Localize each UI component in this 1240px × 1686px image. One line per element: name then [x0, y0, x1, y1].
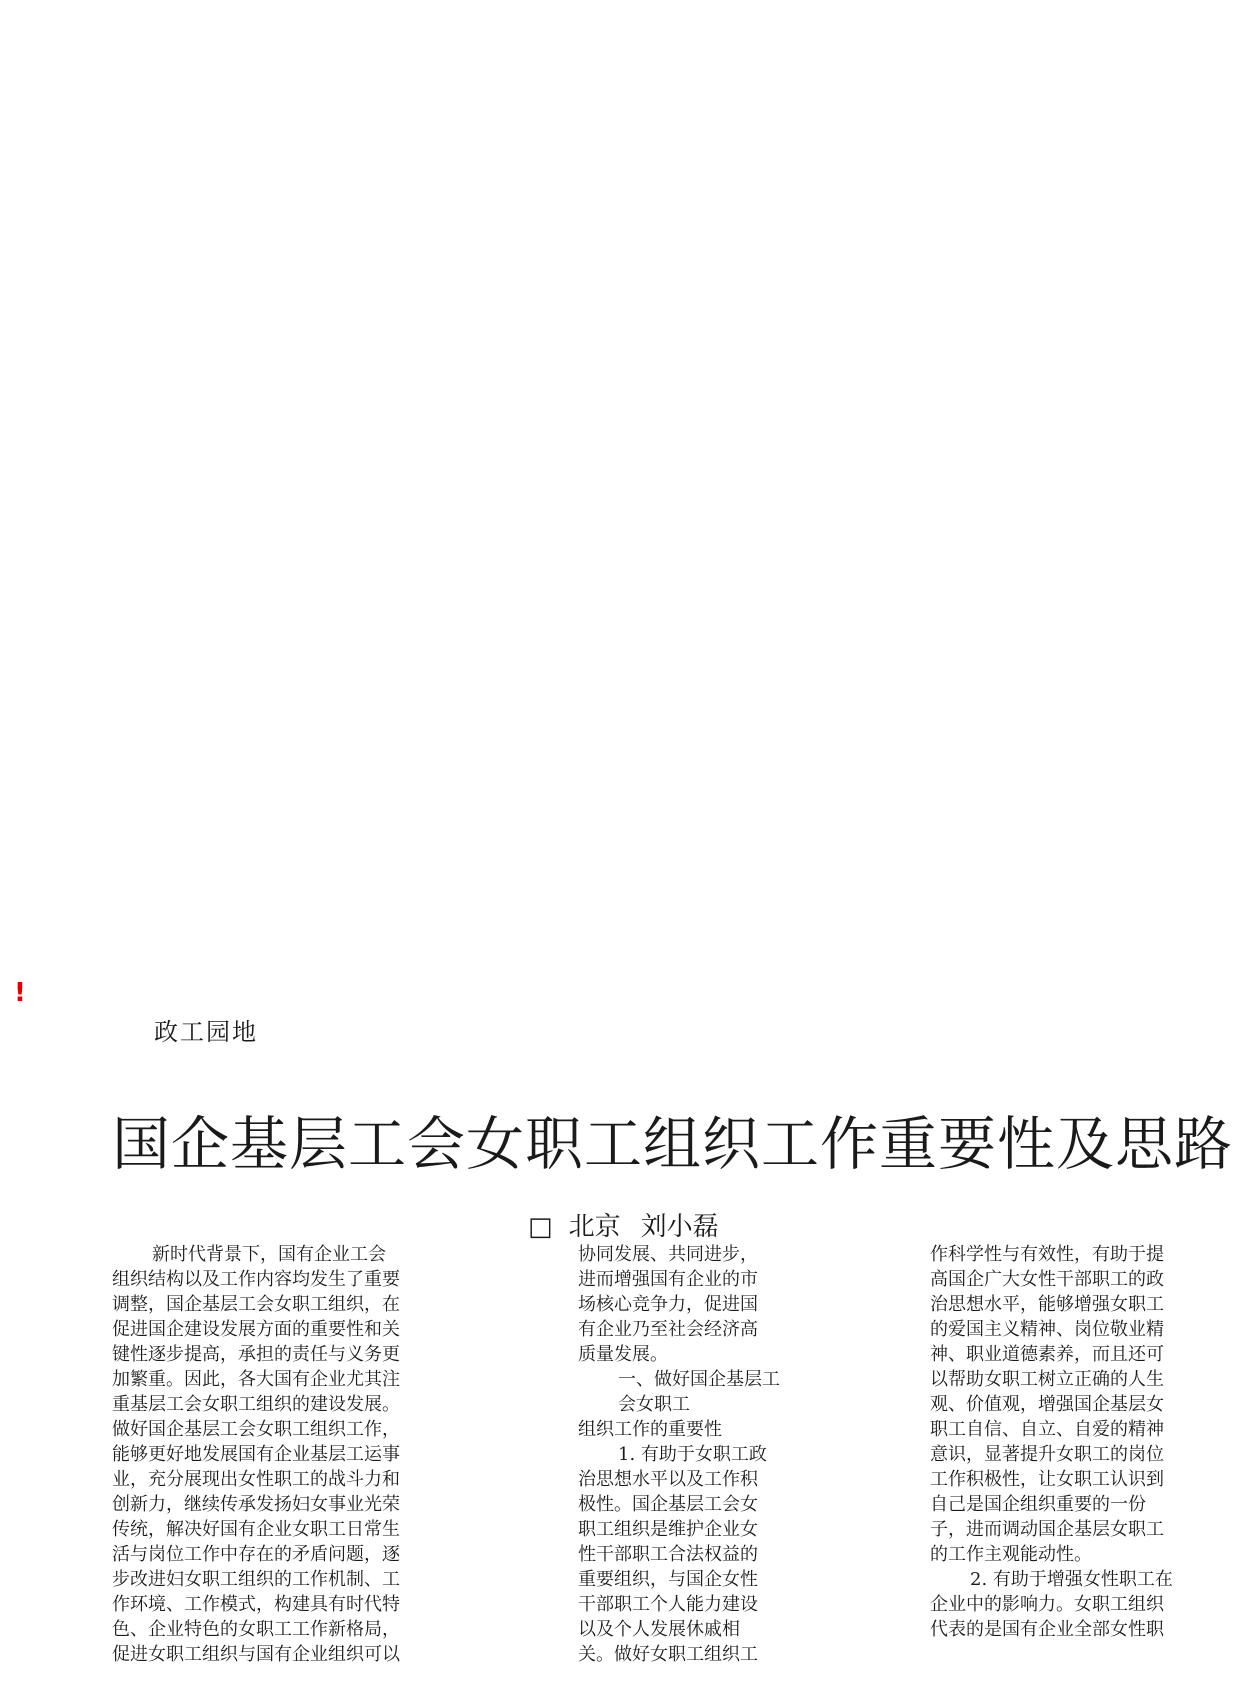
text-line: 重基层工会女职工组织的建设发展。: [112, 1394, 400, 1415]
article-title: 国企基层工会女职工组织工作重要性及思路: [112, 1110, 1234, 1178]
text-line: 新时代背景下，国有企业工会: [152, 1244, 386, 1265]
text-line: 活与岗位工作中存在的矛盾问题，逐: [112, 1544, 400, 1565]
text-line: 作科学性与有效性，有助于提: [930, 1244, 1164, 1265]
text-line: 治思想水平以及工作积: [578, 1469, 758, 1490]
text-line: 质量发展。: [578, 1344, 668, 1365]
column-right: [930, 1242, 1173, 1642]
text-line: 性干部职工合法权益的: [578, 1544, 758, 1565]
column-middle: [578, 1242, 780, 1667]
text-line: 做好国企基层工会女职工组织工作，: [112, 1419, 400, 1440]
text-line: 职工组织是维护企业女: [578, 1519, 758, 1540]
section-label: 政工园地: [154, 1018, 258, 1046]
text-line: 神、职业道德素养，而且还可: [930, 1344, 1164, 1365]
warning-mark: !: [14, 978, 26, 1008]
text-line: 高国企广大女性干部职工的政: [930, 1269, 1164, 1290]
text-line: 作环境、工作模式，构建具有时代特: [112, 1594, 400, 1615]
text-line: 企业中的影响力。女职工组织: [930, 1594, 1164, 1615]
text-line: 色、企业特色的女职工工作新格局，: [112, 1619, 400, 1640]
section-heading: 会女职工: [618, 1394, 690, 1415]
byline: [528, 1206, 719, 1243]
section-heading: 组织工作的重要性: [578, 1419, 722, 1440]
text-line: 业，充分展现出女性职工的战斗力和: [112, 1469, 400, 1490]
text-line: 促进女职工组织与国有企业组织可以: [112, 1644, 400, 1665]
text-line: 重要组织，与国企女性: [578, 1569, 758, 1590]
text-line: 键性逐步提高，承担的责任与义务更: [112, 1344, 400, 1365]
text-line: 进而增强国有企业的市: [578, 1269, 758, 1290]
text-line: 意识，显著提升女职工的岗位: [930, 1444, 1164, 1465]
text-line: 职工自信、自立、自爱的精神: [930, 1419, 1164, 1440]
text-line: 2. 有助于增强女性职工在: [970, 1569, 1173, 1590]
text-line: 治思想水平，能够增强女职工: [930, 1294, 1164, 1315]
text-line: 协同发展、共同进步，: [578, 1244, 758, 1265]
text-line: 传统，解决好国有企业女职工日常生: [112, 1519, 400, 1540]
text-line: 促进国企建设发展方面的重要性和关: [112, 1319, 400, 1340]
text-line: 加繁重。因此，各大国有企业尤其注: [112, 1369, 400, 1390]
text-line: 工作积极性，让女职工认识到: [930, 1469, 1164, 1490]
text-line: 的爱国主义精神、岗位敬业精: [930, 1319, 1164, 1340]
text-line: 步改进妇女职工组织的工作机制、工: [112, 1569, 400, 1590]
text-line: 调整，国企基层工会女职工组织，在: [112, 1294, 400, 1315]
text-line: 场核心竞争力，促进国: [578, 1294, 758, 1315]
text-line: 自己是国企组织重要的一份: [930, 1494, 1146, 1515]
text-line: 1. 有助于女职工政: [618, 1444, 767, 1465]
text-line: 代表的是国有企业全部女性职: [930, 1619, 1164, 1640]
text-line: 以及个人发展休戚相: [578, 1619, 740, 1640]
text-line: 能够更好地发展国有企业基层工运事: [112, 1444, 400, 1465]
text-line: 组织结构以及工作内容均发生了重要: [112, 1269, 400, 1290]
text-line: 以帮助女职工树立正确的人生: [930, 1369, 1164, 1390]
text-line: 子，进而调动国企基层女职工: [930, 1519, 1164, 1540]
byline-author: 刘小磊: [640, 1212, 719, 1242]
text-line: 极性。国企基层工会女: [578, 1494, 758, 1515]
byline-location: 北京: [568, 1212, 621, 1242]
text-line: 观、价值观，增强国企基层女: [930, 1394, 1164, 1415]
text-line: 创新力，继续传承发扬妇女事业光荣: [112, 1494, 400, 1515]
text-line: 的工作主观能动性。: [930, 1544, 1092, 1565]
text-line: 有企业乃至社会经济高: [578, 1319, 758, 1340]
square-bullet-icon: □: [528, 1212, 553, 1242]
text-line: 关。做好女职工组织工: [578, 1644, 758, 1665]
section-heading: 一、做好国企基层工: [618, 1369, 780, 1390]
column-left: [112, 1242, 400, 1667]
text-line: 干部职工个人能力建设: [578, 1594, 758, 1615]
